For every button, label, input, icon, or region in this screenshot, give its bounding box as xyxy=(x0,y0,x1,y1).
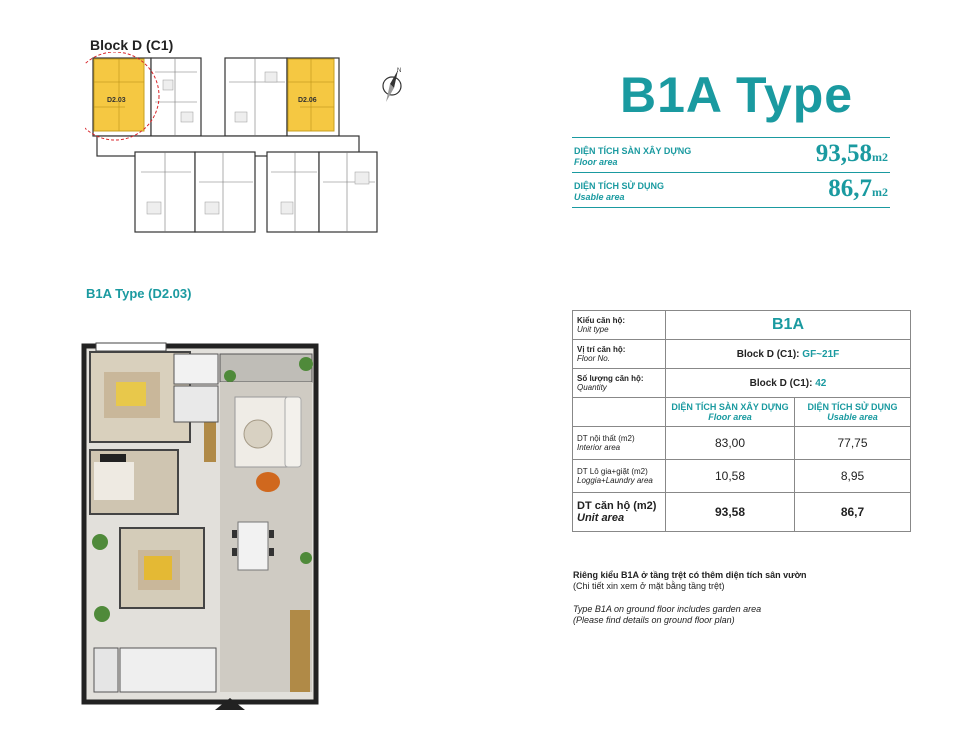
floor-no-label-en: Floor No. xyxy=(577,354,610,363)
table-row xyxy=(573,427,911,460)
row-usable-value: 77,75 xyxy=(795,427,911,460)
floor-area-label-vn: DIỆN TÍCH SÀN XÂY DỰNG xyxy=(574,146,692,156)
row-label-en: Interior area xyxy=(577,443,621,452)
floor-area-value: 93,58m2 xyxy=(815,140,888,167)
note-vn-line2: (Chi tiết xin xem ở mặt bằng tầng trệt) xyxy=(573,581,725,591)
row-label-en: Loggia+Laundry area xyxy=(577,476,653,485)
row-floor-value: 10,58 xyxy=(666,460,795,493)
block-title: Block D (C1) xyxy=(90,37,174,53)
unit-type-label-vn: Kiểu căn hộ: xyxy=(577,316,626,325)
usable-area-label-vn: DIỆN TÍCH SỬ DỤNG xyxy=(574,181,664,191)
note-en-line2: (Please find details on ground floor plan) xyxy=(573,615,735,625)
table-row xyxy=(573,311,911,340)
note-en-line1: Type B1A on ground floor includes garden area xyxy=(573,604,762,614)
floor-no-label-vn: Vị trí căn hộ: xyxy=(577,345,626,354)
usable-area-value: 86,7m2 xyxy=(828,175,888,202)
floor-plan-image xyxy=(80,342,320,712)
table-row xyxy=(573,460,911,493)
svg-text:D2.06: D2.06 xyxy=(298,97,317,104)
col-floor-en: Floor area xyxy=(708,412,752,422)
total-usable-value: 86,7 xyxy=(795,493,911,532)
row-label-vn: DT nội thất (m2) xyxy=(577,434,635,443)
floor-area-box xyxy=(572,137,890,171)
type-title: B1A Type xyxy=(620,67,854,123)
table-total-row xyxy=(573,493,911,532)
unit-type-value: B1A xyxy=(771,316,804,333)
quantity-value: 42 xyxy=(815,377,827,389)
quantity-label-vn: Số lượng căn hộ: xyxy=(577,374,644,383)
svg-text:D2.03: D2.03 xyxy=(107,97,126,104)
table-header-row xyxy=(573,398,911,427)
total-label-vn: DT căn hộ (m2) xyxy=(577,500,657,512)
unit-type-label-en: Unit type xyxy=(577,325,609,334)
floor-no-prefix: Block D (C1): xyxy=(736,348,800,360)
spec-table xyxy=(572,310,911,532)
svg-text:N: N xyxy=(397,68,402,74)
floor-area-label-en: Floor area xyxy=(574,157,618,167)
note-block xyxy=(573,570,913,638)
quantity-label-en: Quantity xyxy=(577,383,607,392)
col-floor-vn: DIỆN TÍCH SÀN XÂY DỰNG xyxy=(671,402,789,412)
col-usable-en: Usable area xyxy=(827,412,878,422)
row-label-vn: DT Lô gia+giặt (m2) xyxy=(577,467,648,476)
table-row xyxy=(573,369,911,398)
total-label-en: Unit area xyxy=(577,512,625,524)
quantity-prefix: Block D (C1): xyxy=(749,377,813,389)
total-floor-value: 93,58 xyxy=(666,493,795,532)
col-usable-vn: DIỆN TÍCH SỬ DỤNG xyxy=(807,402,898,412)
floor-plan-title: B1A Type (D2.03) xyxy=(86,286,192,301)
floor-no-value: GF~21F xyxy=(802,348,840,360)
block-key-plan xyxy=(85,52,385,237)
usable-area-box xyxy=(572,172,890,208)
table-row xyxy=(573,340,911,369)
north-compass-icon xyxy=(372,64,412,104)
row-floor-value: 83,00 xyxy=(666,427,795,460)
note-vn-line1: Riêng kiểu B1A ở tầng trệt có thêm diện tích sân vườn xyxy=(573,570,807,580)
row-usable-value: 8,95 xyxy=(795,460,911,493)
usable-area-label-en: Usable area xyxy=(574,192,625,202)
